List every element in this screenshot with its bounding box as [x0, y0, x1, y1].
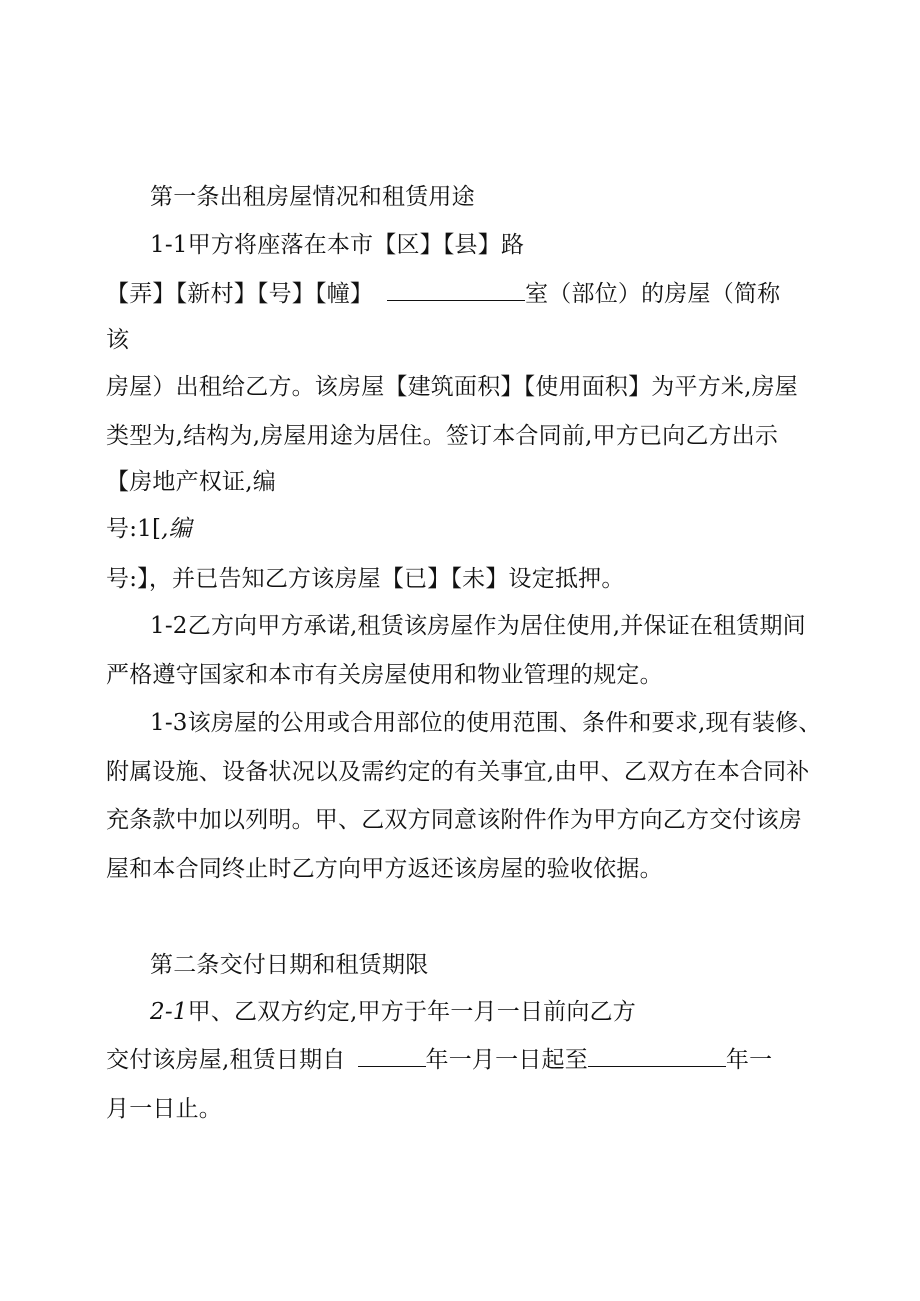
- clause-1-3-line-2: 附属设施、设备状况以及需约定的有关事宜,由甲、乙双方在本合同补: [106, 759, 810, 785]
- clause-1-1-line-1: 1-1甲方将座落在本市【区】【县】路: [150, 232, 525, 258]
- lease-date-suffix: 年一: [725, 1047, 773, 1073]
- clause-1-1-line-3: 该: [106, 327, 130, 353]
- clause-1-1-line-5: 类型为,结构为,房屋用途为居住。签订本合同前,甲方已向乙方出示: [106, 423, 779, 449]
- cert-number-prefix: 号:1[: [106, 516, 162, 542]
- clause-1-1-line-4: 房屋）出租给乙方。该房屋【建筑面积】【使用面积】为平方米,房屋: [106, 374, 799, 400]
- room-blank: [387, 280, 525, 301]
- clause-1-1-line-7: [106, 513, 192, 545]
- clause-1-1-line-2: [106, 278, 780, 310]
- end-year-blank: [588, 1046, 726, 1067]
- clause-1-3-line-1: 1-3该房屋的公用或合用部位的使用范围、条件和要求,现有装修、: [150, 710, 822, 736]
- clause-2-1-line-3: 月一日止。: [106, 1096, 222, 1122]
- article-1-title: 第一条出租房屋情况和租赁用途: [150, 184, 475, 210]
- clause-1-3-line-3: 充条款中加以列明。甲、乙双方同意该附件作为甲方向乙方交付该房: [106, 807, 802, 833]
- clause-1-1-line-8: 号:】，并已告知乙方该房屋【已】【未】设定抵押。: [106, 566, 625, 592]
- clause-2-1-text: 甲、乙双方约定,甲方于年一月一日前向乙方: [187, 999, 636, 1025]
- lease-date-prefix: 交付该房屋,租赁日期自: [106, 1047, 346, 1073]
- room-suffix: 室（部位）的房屋（简称: [525, 281, 781, 307]
- clause-1-3-line-4: 屋和本合同终止时乙方向甲方返还该房屋的验收依据。: [106, 856, 663, 882]
- clause-2-1-line-2: [106, 1044, 772, 1076]
- cert-number-suffix: ,编: [161, 516, 192, 542]
- clause-2-1-number: 2-1: [150, 999, 188, 1025]
- address-fields: 【弄】【新村】【号】【幢】: [106, 281, 374, 307]
- clause-1-1-line-6: 【房地产权证,编: [106, 469, 276, 495]
- clause-2-1-line-1: [150, 996, 636, 1028]
- start-year-blank: [358, 1046, 426, 1067]
- clause-1-2-line-1: 1-2乙方向甲方承诺,租赁该房屋作为居住使用,并保证在租赁期间: [150, 613, 806, 639]
- lease-date-middle: 年一月一日起至: [425, 1047, 588, 1073]
- clause-1-2-line-2: 严格遵守国家和本市有关房屋使用和物业管理的规定。: [106, 662, 663, 688]
- article-2-title: 第二条交付日期和租赁期限: [150, 952, 429, 978]
